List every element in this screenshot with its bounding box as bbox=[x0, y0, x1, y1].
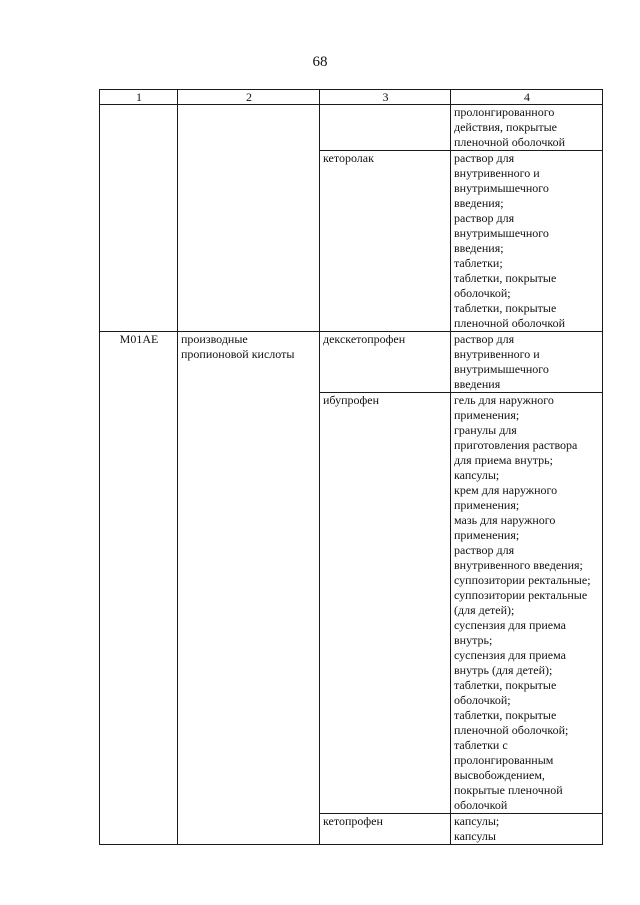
dosage-form-line: раствор для bbox=[454, 211, 515, 225]
dosage-form-line: суппозитории ректальные bbox=[454, 588, 588, 602]
dosage-forms-cell bbox=[451, 814, 603, 845]
dosage-form-line: внутрь (для детей); bbox=[454, 663, 553, 677]
dosage-forms-cell bbox=[451, 332, 603, 393]
drug-name-cell: ибупрофен bbox=[320, 393, 451, 814]
dosage-form-line: таблетки, покрытые bbox=[454, 708, 557, 722]
dosage-form-line: суспензия для приема bbox=[454, 648, 566, 662]
dosage-form-line: пленочной оболочкой bbox=[454, 135, 566, 149]
dosage-form-line: применения; bbox=[454, 528, 520, 542]
dosage-form-line: капсулы; bbox=[454, 814, 500, 828]
dosage-form-line: введения bbox=[454, 377, 501, 391]
dosage-form-line: мазь для наружного bbox=[454, 513, 556, 527]
dosage-forms-cell bbox=[451, 151, 603, 332]
drug-name-cell: декскетопрофен bbox=[320, 332, 451, 393]
dosage-form-line: пролонгированного bbox=[454, 105, 555, 119]
dosage-form-line: суспензия для приема bbox=[454, 618, 566, 632]
column-header-4: 4 bbox=[451, 90, 603, 105]
dosage-form-line: для приема внутрь; bbox=[454, 453, 553, 467]
dosage-form-line: покрытые пленочной bbox=[454, 783, 563, 797]
dosage-form-line: внутривенного и bbox=[454, 166, 540, 180]
dosage-form-line: внутривенного и bbox=[454, 347, 540, 361]
table-row bbox=[100, 105, 603, 151]
header-row bbox=[100, 90, 603, 105]
dosage-form-line: капсулы; bbox=[454, 468, 500, 482]
dosage-form-line: пролонгированным bbox=[454, 753, 554, 767]
dosage-form-line: введения; bbox=[454, 241, 504, 255]
dosage-form-line: внутримышечного bbox=[454, 362, 549, 376]
dosage-form-line: гель для наружного bbox=[454, 393, 554, 407]
page-number: 68 bbox=[312, 54, 328, 70]
dosage-form-line: таблетки; bbox=[454, 256, 503, 270]
drug-name-cell-empty bbox=[320, 105, 451, 151]
dosage-form-line: (для детей); bbox=[454, 603, 515, 617]
dosage-form-line: пленочной оболочкой; bbox=[454, 723, 569, 737]
dosage-form-line: действия, покрытые bbox=[454, 120, 557, 134]
dosage-form-line: таблетки, покрытые bbox=[454, 301, 557, 315]
dosage-form-line: внутрь; bbox=[454, 633, 493, 647]
dosage-form-line: применения; bbox=[454, 408, 520, 422]
drug-table bbox=[99, 89, 603, 845]
dosage-form-line: оболочкой bbox=[454, 798, 508, 812]
dosage-form-line: таблетки с bbox=[454, 738, 508, 752]
column-header-2: 2 bbox=[178, 90, 320, 105]
dosage-form-line: суппозитории ректальные; bbox=[454, 573, 591, 587]
column-header-1: 1 bbox=[100, 90, 178, 105]
dosage-forms-cell bbox=[451, 393, 603, 814]
dosage-form-line: применения; bbox=[454, 498, 520, 512]
dosage-form-line: крем для наружного bbox=[454, 483, 558, 497]
code-cell-empty bbox=[100, 105, 178, 332]
atc-group-cell: производные пропионовой кислоты bbox=[178, 332, 320, 845]
dosage-form-line: приготовления раствора bbox=[454, 438, 578, 452]
drug-name-cell: кеторолак bbox=[320, 151, 451, 332]
table-row bbox=[100, 332, 603, 393]
dosage-form-line: оболочкой; bbox=[454, 693, 511, 707]
dosage-form-line: высвобождением, bbox=[454, 768, 545, 782]
dosage-form-line: оболочкой; bbox=[454, 286, 511, 300]
dosage-form-line: пленочной оболочкой bbox=[454, 316, 566, 330]
column-header-3: 3 bbox=[320, 90, 451, 105]
dosage-form-line: внутримышечного bbox=[454, 181, 549, 195]
dosage-form-line: гранулы для bbox=[454, 423, 517, 437]
dosage-form-line: раствор для bbox=[454, 543, 515, 557]
dosage-form-line: раствор для bbox=[454, 332, 515, 346]
dosage-form-line: внутримышечного bbox=[454, 226, 549, 240]
dosage-form-line: таблетки, покрытые bbox=[454, 678, 557, 692]
dosage-form-line: введения; bbox=[454, 196, 504, 210]
dosage-forms-cell bbox=[451, 105, 603, 151]
drug-name-cell: кетопрофен bbox=[320, 814, 451, 845]
group-cell-empty bbox=[178, 105, 320, 332]
dosage-form-line: таблетки, покрытые bbox=[454, 271, 557, 285]
dosage-form-line: капсулы bbox=[454, 829, 496, 843]
dosage-form-line: раствор для bbox=[454, 151, 515, 165]
dosage-form-line: внутривенного введения; bbox=[454, 558, 583, 572]
atc-code-cell: M01AE bbox=[100, 332, 178, 845]
